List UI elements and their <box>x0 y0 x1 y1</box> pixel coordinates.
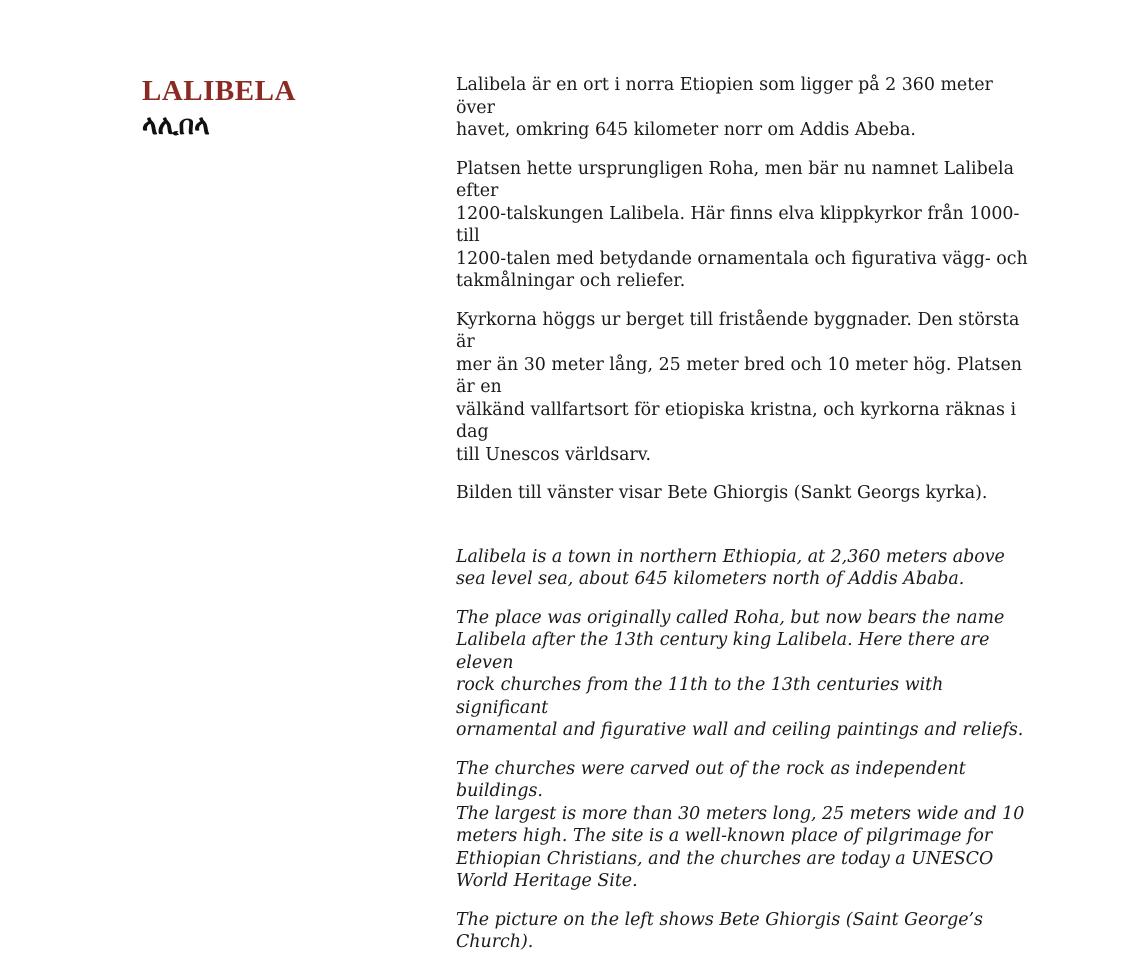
english-paragraph-churches: The churches were carved out of the rock as independent buildings. The largest is more than 30 meters long, 25 meters wide and 10 meters high. The site is a well-known place of pilgrimage for Ethiopian Christians, and the churches are today a UNESCO World Heritage Site. <box>456 758 1025 891</box>
english-paragraph-caption: The picture on the left shows Bete Ghiorgis (Saint George’s Church). <box>456 909 983 952</box>
title-block <box>142 74 296 144</box>
swedish-paragraph-caption: Bilden till vänster visar Bete Ghiorgis (Sankt Georgs kyrka). <box>456 483 988 503</box>
page-title: LALIBELA <box>142 75 296 107</box>
english-paragraph-history: The place was originally called Roha, but now bears the name Lalibela after the 13th century king Lalibela. Here there are eleven rock churches from the 11th to the 13th centuries with significant ornamental and figurative wall and ceiling paintings and reliefs. <box>456 607 1024 740</box>
english-paragraph-location: Lalibela is a town in northern Ethiopia, at 2,360 meters above sea level sea, about 645 kilometers north of Addis Ababa. <box>456 546 1005 589</box>
swedish-paragraph-churches: Kyrkorna höggs ur berget till fristående byggnader. Den största är mer än 30 meter lång, 25 meter bred och 10 meter hög. Platsen är en välkänd vallfartsort för etiopiska kristna, och kyrkorna räknas i dag till Unescos världsarv. <box>456 309 1022 465</box>
page-title-ethiopic: ላሊበላ <box>142 110 210 141</box>
swedish-paragraph-location: Lalibela är en ort i norra Etiopien som ligger på 2 360 meter över havet, omkring 645 kilometer norr om Addis Abeba. <box>456 75 993 140</box>
body-text-column <box>456 74 1031 970</box>
swedish-text-section <box>456 74 1031 505</box>
english-text-section <box>456 546 1031 954</box>
swedish-paragraph-history: Platsen hette ursprungligen Roha, men bär nu namnet Lalibela efter 1200-talskungen Lalibela. Här finns elva klippkyrkor från 1000- till 1200-talen med betydande ornamentala och figurativa vägg- och takmålningar och reliefer. <box>456 158 1028 291</box>
